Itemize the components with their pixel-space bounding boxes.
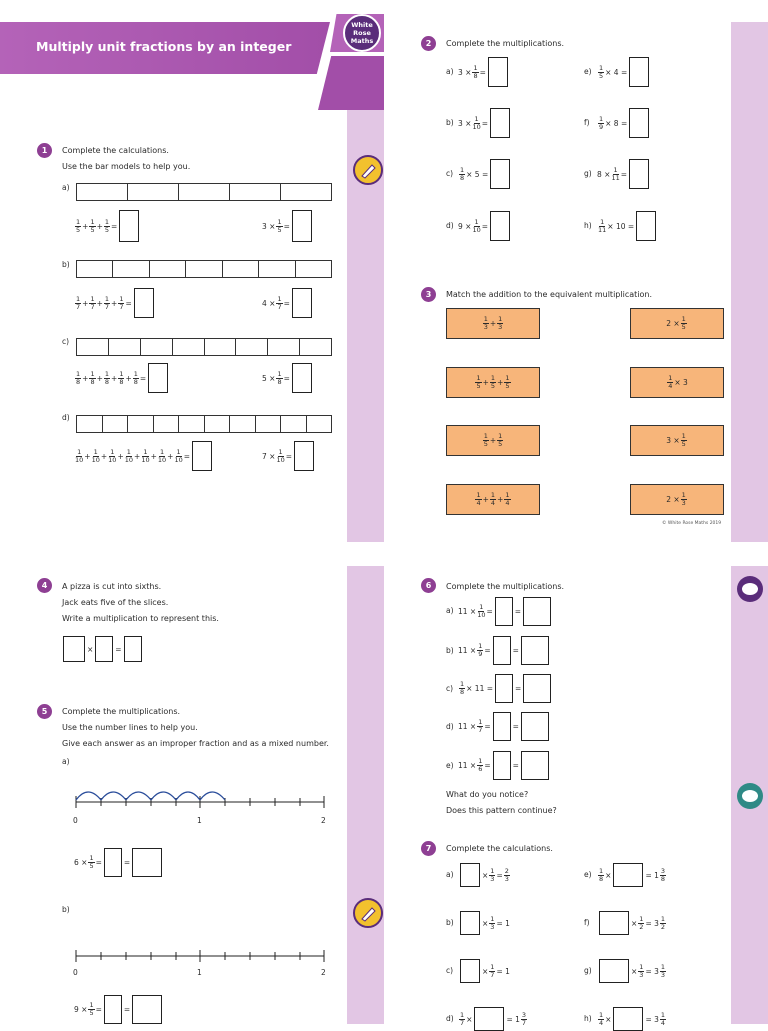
answer-box[interactable] [495,597,513,626]
q1-instruction-2: Use the bar models to help you. [62,162,191,171]
q1c-multiplication: 5 × $\frac{1}{8}$ = [262,363,314,393]
q7d-label: d) [446,1014,454,1023]
q7c-label: c) [446,966,454,975]
q6d-expression: 11 × $\frac{1}{7}$ = = [458,712,551,741]
tick-label-0: 0 [73,816,78,825]
answer-box[interactable] [104,995,122,1024]
q7-instruction: Complete the calculations. [446,844,553,853]
answer-box[interactable] [636,211,656,241]
q2f-expression: $\frac{1}{9}$ × 8 = [597,108,651,138]
q1d-multiplication: 7 × $\frac{1}{10}$ = [262,441,316,471]
q2e-label: e) [584,67,592,76]
answer-box[interactable] [148,363,168,393]
q6a-label: a) [446,606,454,615]
answer-box[interactable] [493,751,511,780]
q4-line-2: Jack eats five of the slices. [62,598,169,607]
answer-box[interactable] [599,959,629,983]
q5-line-3: Give each answer as an improper fraction and as a mixed number. [62,739,329,748]
answer-box[interactable] [460,911,480,935]
bar-model-sevenths [76,260,332,278]
answer-box[interactable] [521,751,549,780]
q1a-addition: $\frac{1}{5}$ + $\frac{1}{5}$ + $\frac{1}{5}$ = [74,210,141,242]
q7g-label: g) [584,966,592,975]
answer-box[interactable] [490,159,510,189]
q7a-expression: × $\frac{1}{3}$ = $\frac{2}{3}$ [458,863,511,887]
q2b-label: b) [446,118,454,127]
answer-box[interactable] [460,863,480,887]
answer-box[interactable] [124,636,142,662]
q2a-label: a) [446,67,454,76]
answer-box[interactable] [292,288,312,318]
question-2-badge: 2 [421,36,436,51]
question-6-badge: 6 [421,578,436,593]
q1b-label: b) [62,260,70,269]
answer-box[interactable] [192,441,212,471]
pencil-icon [353,898,383,928]
answer-box[interactable] [493,712,511,741]
q1-instruction: Complete the calculations. [62,146,169,155]
q2b-expression: 3 × $\frac{1}{10}$ = [458,108,512,138]
pencil-icon [353,155,383,185]
q5b-expression: 9 × $\frac{1}{5}$ = = [74,995,164,1024]
answer-box[interactable] [629,57,649,87]
q7g-expression: × $\frac{1}{3}$ = 3 $\frac{1}{3}$ [597,959,667,983]
answer-box[interactable] [493,636,511,665]
answer-box[interactable] [523,597,551,626]
tick-label-1: 1 [197,968,202,977]
answer-box[interactable] [629,159,649,189]
answer-box[interactable] [521,712,549,741]
tick-label-2: 2 [321,816,326,825]
q5b-label: b) [62,905,70,914]
addition-card[interactable]: $\frac{1}{5}$ + $\frac{1}{5}$ + $\frac{1}{5}$ [446,367,540,398]
answer-box[interactable] [132,995,162,1024]
bar-model-fifths [76,183,332,201]
multiplication-card[interactable]: $\frac{1}{4}$ × 3 [630,367,724,398]
q6-continue: Does this pattern continue? [446,806,557,815]
q5-line-1: Complete the multiplications. [62,707,181,716]
q6a-expression: 11 × $\frac{1}{10}$ = = [458,597,553,626]
q6e-expression: 11 × $\frac{1}{6}$ = = [458,751,551,780]
thinking-cloud-icon [737,783,763,809]
addition-card[interactable]: $\frac{1}{3}$ + $\frac{1}{3}$ [446,308,540,339]
q2-instruction: Complete the multiplications. [446,39,565,48]
q7e-label: e) [584,870,592,879]
q4-line-1: A pizza is cut into sixths. [62,582,162,591]
q1a-multiplication: 3 × $\frac{1}{5}$ = [262,210,314,242]
q1d-addition: $\frac{1}{10}$ + $\frac{1}{10}$ + $\frac{1}{10}$ + $\frac{1}{10}$ + $\frac{1}{10}$ + $\frac{1}{10}$ + $\frac{1}{10}$ = [74,441,214,471]
answer-box[interactable] [629,108,649,138]
side-strip-top-right [731,22,768,542]
answer-box[interactable] [95,636,113,662]
answer-box[interactable] [460,959,480,983]
q7a-label: a) [446,870,454,879]
q2a-expression: 3 × $\frac{1}{8}$ = [458,57,510,87]
q7d-expression: $\frac{1}{7}$ × = 1 $\frac{3}{7}$ [458,1007,528,1031]
question-4-badge: 4 [37,578,52,593]
number-line-a [70,780,332,820]
copyright: © White Rose Maths 2019 [662,521,722,526]
bar-model-eighths [76,338,332,356]
bar-model-tenths [76,415,332,433]
q6e-label: e) [446,761,454,770]
answer-box[interactable] [294,441,314,471]
q2h-label: h) [584,221,592,230]
q1c-addition: $\frac{1}{8}$ + $\frac{1}{8}$ + $\frac{1}{8}$ + $\frac{1}{8}$ + $\frac{1}{8}$ = [74,363,170,393]
q2g-expression: 8 × $\frac{1}{11}$ = [597,159,651,189]
q6b-label: b) [446,646,454,655]
multiplication-card[interactable]: 3 × $\frac{1}{5}$ [630,425,724,456]
answer-box[interactable] [490,211,510,241]
q2c-expression: $\frac{1}{8}$ × 5 = [458,159,512,189]
answer-box[interactable] [292,210,312,242]
answer-box[interactable] [488,57,508,87]
answer-box[interactable] [490,108,510,138]
multiplication-card[interactable]: 2 × $\frac{1}{3}$ [630,484,724,515]
page-title: Multiply unit fractions by an integer [36,39,292,54]
logo-text: White Rose Maths [350,21,374,45]
q6b-expression: 11 × $\frac{1}{9}$ = = [458,636,551,665]
q1b-multiplication: 4 × $\frac{1}{7}$ = [262,288,314,318]
q4-multiplication: × = [61,636,144,662]
addition-card[interactable]: $\frac{1}{5}$ + $\frac{1}{5}$ [446,425,540,456]
answer-box[interactable] [613,1007,643,1031]
q2f-label: f) [584,118,590,127]
tick-label-2: 2 [321,968,326,977]
q1c-label: c) [62,337,70,346]
side-strip-bottom-left [347,566,384,1024]
answer-box[interactable] [495,674,513,703]
q7b-expression: × $\frac{1}{3}$ = 1 [458,911,510,935]
addition-card[interactable]: $\frac{1}{4}$ + $\frac{1}{4}$ + $\frac{1}{4}$ [446,484,540,515]
q7b-label: b) [446,918,454,927]
q1d-label: d) [62,413,70,422]
answer-box[interactable] [104,848,122,877]
question-5-badge: 5 [37,704,52,719]
q3-instruction: Match the addition to the equivalent multiplication. [446,290,652,299]
q7e-expression: $\frac{1}{8}$ × = 1 $\frac{3}{8}$ [597,863,667,887]
q2h-expression: $\frac{1}{11}$ × 10 = [597,211,658,241]
answer-box[interactable] [134,288,154,318]
question-3-badge: 3 [421,287,436,302]
answer-box[interactable] [613,863,643,887]
multiplication-card[interactable]: 2 × $\frac{1}{5}$ [630,308,724,339]
q7c-expression: × $\frac{1}{7}$ = 1 [458,959,510,983]
question-7-badge: 7 [421,841,436,856]
q6c-expression: $\frac{1}{8}$ × 11 = = [458,674,553,703]
answer-box[interactable] [521,636,549,665]
q7h-expression: $\frac{1}{4}$ × = 3 $\frac{1}{4}$ [597,1007,667,1031]
banner-decoration-lower [318,56,384,110]
q2c-label: c) [446,169,454,178]
q1a-label: a) [62,183,70,192]
answer-box[interactable] [599,911,629,935]
q7h-label: h) [584,1014,592,1023]
q7f-expression: × $\frac{1}{2}$ = 3 $\frac{1}{2}$ [597,911,667,935]
q6-notice: What do you notice? [446,790,529,799]
white-rose-maths-logo [343,14,381,52]
tick-label-0: 0 [73,968,78,977]
answer-box[interactable] [132,848,162,877]
q4-line-3: Write a multiplication to represent this. [62,614,219,623]
question-1-badge: 1 [37,143,52,158]
tick-label-1: 1 [197,816,202,825]
answer-box[interactable] [474,1007,504,1031]
q2g-label: g) [584,169,592,178]
answer-box[interactable] [119,210,139,242]
thinking-cloud-icon [737,576,763,602]
q2e-expression: $\frac{1}{5}$ × 4 = [597,57,651,87]
q6-instruction: Complete the multiplications. [446,582,565,591]
q5-line-2: Use the number lines to help you. [62,723,198,732]
number-line-b [70,940,332,970]
q2d-expression: 9 × $\frac{1}{10}$ = [458,211,512,241]
answer-box[interactable] [63,636,85,662]
q5a-expression: 6 × $\frac{1}{5}$ = = [74,848,164,877]
q6c-label: c) [446,684,454,693]
answer-box[interactable] [292,363,312,393]
answer-box[interactable] [523,674,551,703]
q1b-addition: $\frac{1}{7}$ + $\frac{1}{7}$ + $\frac{1}{7}$ + $\frac{1}{7}$ = [74,288,156,318]
q7f-label: f) [584,918,590,927]
q2d-label: d) [446,221,454,230]
q6d-label: d) [446,722,454,731]
q5a-label: a) [62,757,70,766]
